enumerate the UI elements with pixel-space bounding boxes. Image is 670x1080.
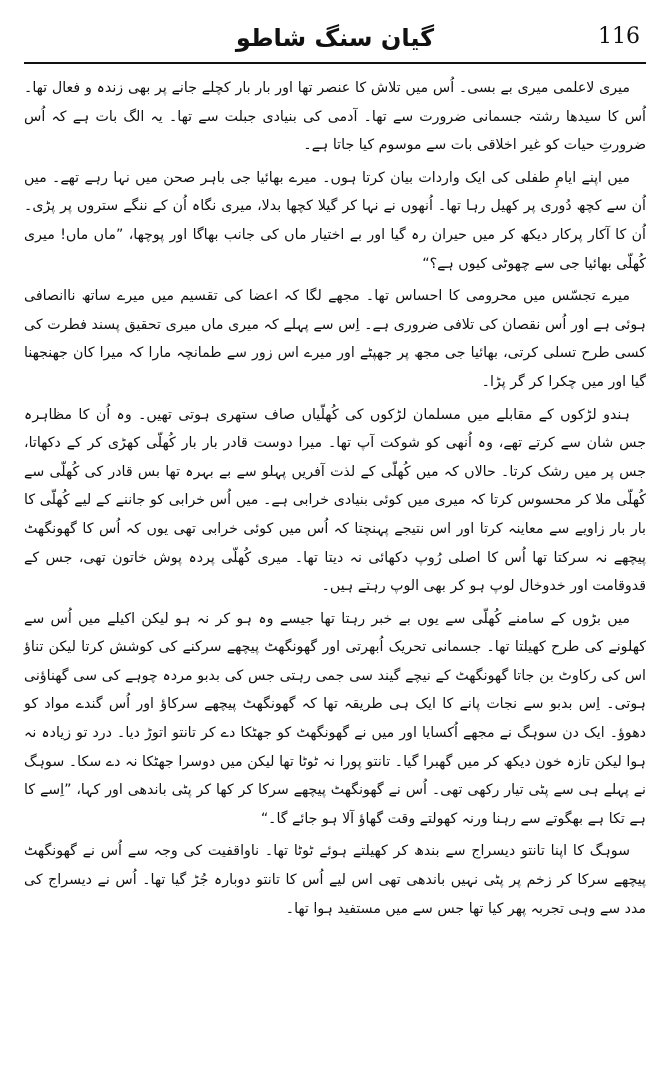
page-number: 116 <box>598 24 640 49</box>
paragraph: میں بڑوں کے سامنے کُھلّی سے یوں بے خبر رہتا تھا جیسے وہ ہو کر نہ ہو لیکن اکیلے میں اُس سے کھلونے کی طرح کھیلتا تھا۔ جسمانی تحریک اُبھرتی اور گھونگھٹ پیچھے سرکنے کی کوشش کرتا لیکن تناؤ اس کی رکاوٹ بن جاتا گھونگھٹ کے نیچے گیند سی جمی رہتی جس کی بدبو مردہ چوہے کی سی گھناؤنی ہوتی۔ اِس بدبو سے نجات پانے کا ایک ہی طریقہ تھا کہ گھونگھٹ پیچھے سرکاؤ اور اُس گندے مواد کو دھوؤ۔ ایک دن سوہگ نے مجھے اُکسایا اور میں نے گھونگھٹ کو جھٹکا دے کر تانتو اتوڑ دیا۔ درد تو زیادہ نہ ہوا لیکن تازہ خون دیکھ کر میں گھبرا گیا۔ تانتو پورا نہ ٹوٹا تھا لیکن میں دوسرا جھٹکا نہ دے سکا۔ سوہگ نے پہلے ہی سے پٹی تیار رکھی تھی۔ اُس نے گھونگھٹ پیچھے سرکا کر کھا کر پٹی باندھی اور کہا، ”اِسے کا ہے تکا ہے بھگوتے سے رہنا ورنہ کھولتے وقت گھاؤ آلا ہو جائے گا۔“ <box>24 610 646 827</box>
body-text <box>24 74 646 923</box>
page-header <box>24 22 646 64</box>
running-title: گیان سنگ شاطو <box>235 24 435 52</box>
paragraph: میں اپنے ایامِ طفلی کی ایک واردات بیان کرتا ہوں۔ میرے بھائیا جی باہر صحن میں نہا رہے تھے۔ میں اُن سے کچھ دُوری پر کھیل رہا تھا۔ اُنھوں نے نہا کر گیلا کچھا بدلا، میری نگاہ اُن کے ننگے ستروں پر پڑی۔ اُن کا آکار پرکار دیکھ کر میں حیران رہ گیا اور بے اختیار ماں کی جانب بھاگا اور پوچھا، ”ماں ماں! میری کُھلّی بھائیا جی سے چھوٹی کیوں ہے؟“ <box>24 169 646 272</box>
paragraph: سوہگ کا اپنا تانتو دیسراج سے بندھ کر کھیلتے ہوئے ٹوٹا تھا۔ ناواقفیت کی وجہ سے اُس نے گھونگھٹ پیچھے سرکا کر زخم پر پٹی نہیں باندھی تھی اس لیے اُس کا تانتو دوبارہ جُڑ گیا تھا۔ اُس نے دیسراج کی مدد سے وہی تجربہ پھر کیا تھا جس سے میں مستفید ہوا تھا۔ <box>24 843 646 917</box>
paragraph: ہندو لڑکوں کے مقابلے میں مسلمان لڑکوں کی کُھلّیاں صاف ستھری ہوتی تھیں۔ وہ اُن کا مظاہرہ جس شان سے کرتے تھے، وہ اُنھی کو شوکت آپ تھا۔ میرا دوست قادر بار بار کُھلّی کھڑی کر کے دکھاتا، جس پر میں رشک کرتا۔ حالاں کہ میں کُھلّی کے لذت آفریں پہلو سے بے بہرہ تھا بس قادر کی کُھلّی سے کُھلّی ملا کر محسوس کرتا کہ میری میں کوئی بنیادی خرابی ہے۔ میں اُس خرابی کو جاننے کے لیے کُھلّی کا بار بار زاویے سے معاینہ کرتا اور اس نتیجے پہنچتا کہ اُس میں کوئی خرابی تھی یوں کہ اُس کا گھونگھٹ پیچھے نہ سرکتا تھا اُس کا اصلی رُوپ دکھائی نہ دیتا تھا۔ میری کُھلّی پردہ پوش خاتون تھی، جس کے قدوقامت اور خدوخال لوپ ہو کر بھی الوپ رہتے ہیں۔ <box>24 406 646 595</box>
paragraph: میرے تجسّس میں محرومی کا احساس تھا۔ مجھے لگا کہ اعضا کی تقسیم میں میرے ساتھ ناانصافی ہوئی ہے اور اُس نقصان کی تلافی ضروری ہے۔ اِس سے پہلے کہ میری ماں میری تحقیق پسند فطرت کی کسی طرح تسلی کرتی، بھائیا جی مجھ پر جھپٹے اور میرے اس زور سے طمانچہ مارا کہ میرا کان جھنجھنا گیا اور میں چکرا کر گر پڑا۔ <box>24 288 646 390</box>
paragraph: میری لاعلمی میری بے بسی۔ اُس میں تلاش کا عنصر تھا اور بار بار کچلے جانے پر بھی زندہ و فعال تھا۔ اُس کا سیدھا رشتہ جسمانی ضرورت سے تھا۔ آدمی کی بنیادی جبلت سے تھا۔ یہ الگ بات ہے کہ اُس ضرورتِ حیات کو غیر اخلاقی بات سے موسوم کیا جاتا ہے۔ <box>24 80 646 154</box>
